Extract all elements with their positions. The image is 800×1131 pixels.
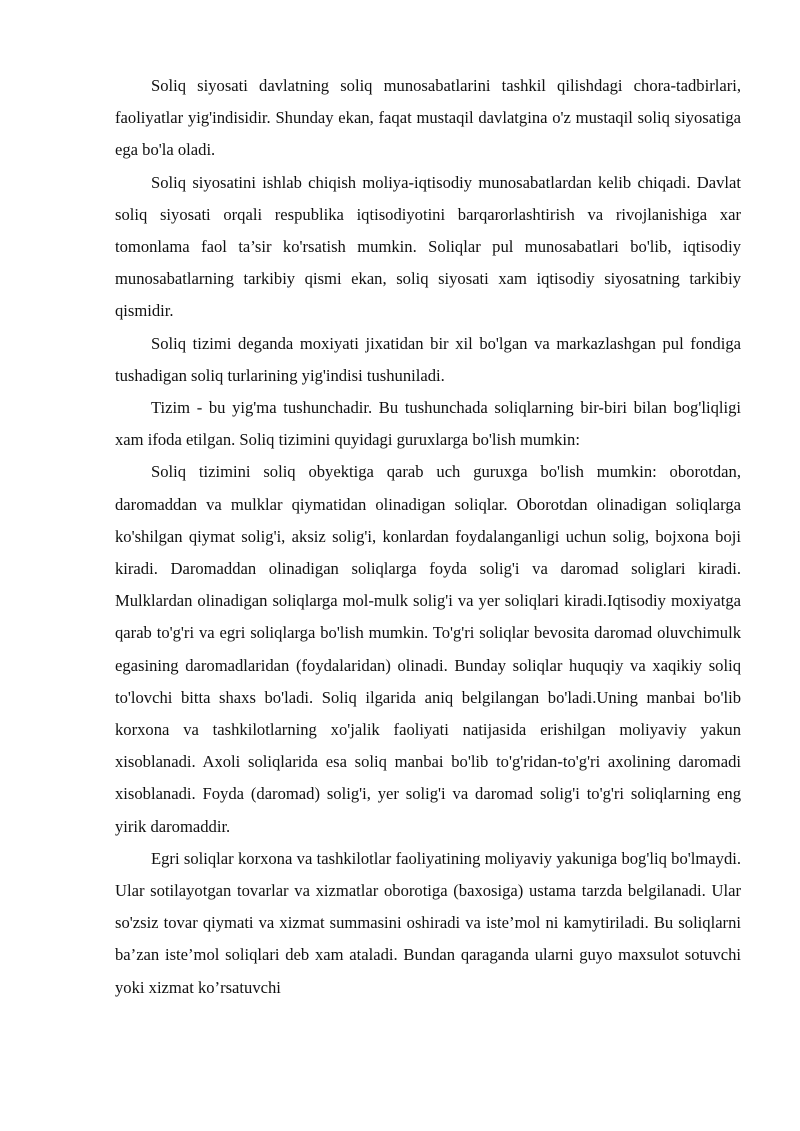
document-page [115, 70, 741, 1004]
paragraph-system-concept: Tizim - bu yig'ma tushunchadir. Bu tushunchada soliqlarning bir-biri bilan bog'liqligi xam ifoda etilgan. Soliq tizimini quyidagi guruxlarga bo'lish mumkin: [115, 398, 741, 450]
paragraph-tax-system-definition: Soliq tizimi deganda moxiyati jixatidan bir xil bo'lgan va markazlashgan pul fondiga tushadigan soliq turlarining yig'indisi tushuniladi. [115, 333, 741, 385]
paragraph-indirect-taxes: Egri soliqlar korxona va tashkilotlar faoliyatining moliyaviy yakuniga bog'liq bo'lmaydi. Ular sotilayotgan tovarlar va xizmatlar oborotiga (baxosiga) ustama tarzda belgilanadi. Ular so'zsiz tovar qiymati va xizmat summasini oshiradi va iste’mol ni kamytiriladi. Bu soliqlarni ba’zan iste’mol soliqlari deb xam ataladi. Bundan qaraganda ularni guyo maxsulot sotuvchi yoki xizmat ko’rsatuvchi [115, 848, 741, 997]
paragraph-tax-groups: Soliq tizimini soliq obyektiga qarab uch guruxga bo'lish mumkin: oborotdan, daromaddan va mulklar qiymatidan olinadigan soliqlar. Oborotdan olinadigan soliqlarga ko'shilgan qiymat solig'i, aksiz solig'i, konlardan foydalanganligi uchun solig, bojxona boji kiradi. Daromaddan olinadigan soliqlarga foyda solig'i va daromad soliglari kiradi. Mulklardan olinadigan soliqlarga mol-mulk solig'i va yer soliqlari kiradi.Iqtisodiy moxiyatga qarab to'g'ri va egri soliqlarga bo'lish mumkin. To'g'ri soliqlar bevosita daromad oluvchimulk egasining daromadlaridan (foydalaridan) olinadi. Bunday soliqlar huquqiy va xaqikiy soliq to'lovchi bitta shaxs bo'ladi. Soliq ilgarida aniq belgilangan bo'ladi.Uning manbai bo'lib korxona va tashkilotlarning xo'jalik faoliyati natijasida erishilgan moliyaviy yakun xisoblanadi. Axoli soliqlarida esa soliq manbai bo'lib to'g'ridan-to'g'ri axolining daromadi xisoblanadi. Foyda (daromad) solig'i, yer solig'i va daromad solig'i to'g'ri soliqlarning eng yirik daromaddir. [115, 462, 741, 836]
paragraph-policy-development: Soliq siyosatini ishlab chiqish moliya-iqtisodiy munosabatlardan kelib chiqadi. Davlat soliq siyosati orqali respublika iqtisodiyotini barqarorlashtirish va rivojlanishiga xar tomonlama faol ta’sir ko'rsatish mumkin. Soliqlar pul munosabatlari bo'lib, iqtisodiy munosabatlarning tarkibiy qismi ekan, soliq siyosati xam iqtisodiy siyosatning tarkibiy qismidir. [115, 172, 741, 321]
paragraph-tax-policy: Soliq siyosati davlatning soliq munosabatlarini tashkil qilishdagi chora-tadbirlari, faoliyatlar yig'indisidir. Shunday ekan, faqat mustaqil davlatgina o'z mustaqil soliq siyosatiga ega bo'la oladi. [115, 76, 741, 160]
